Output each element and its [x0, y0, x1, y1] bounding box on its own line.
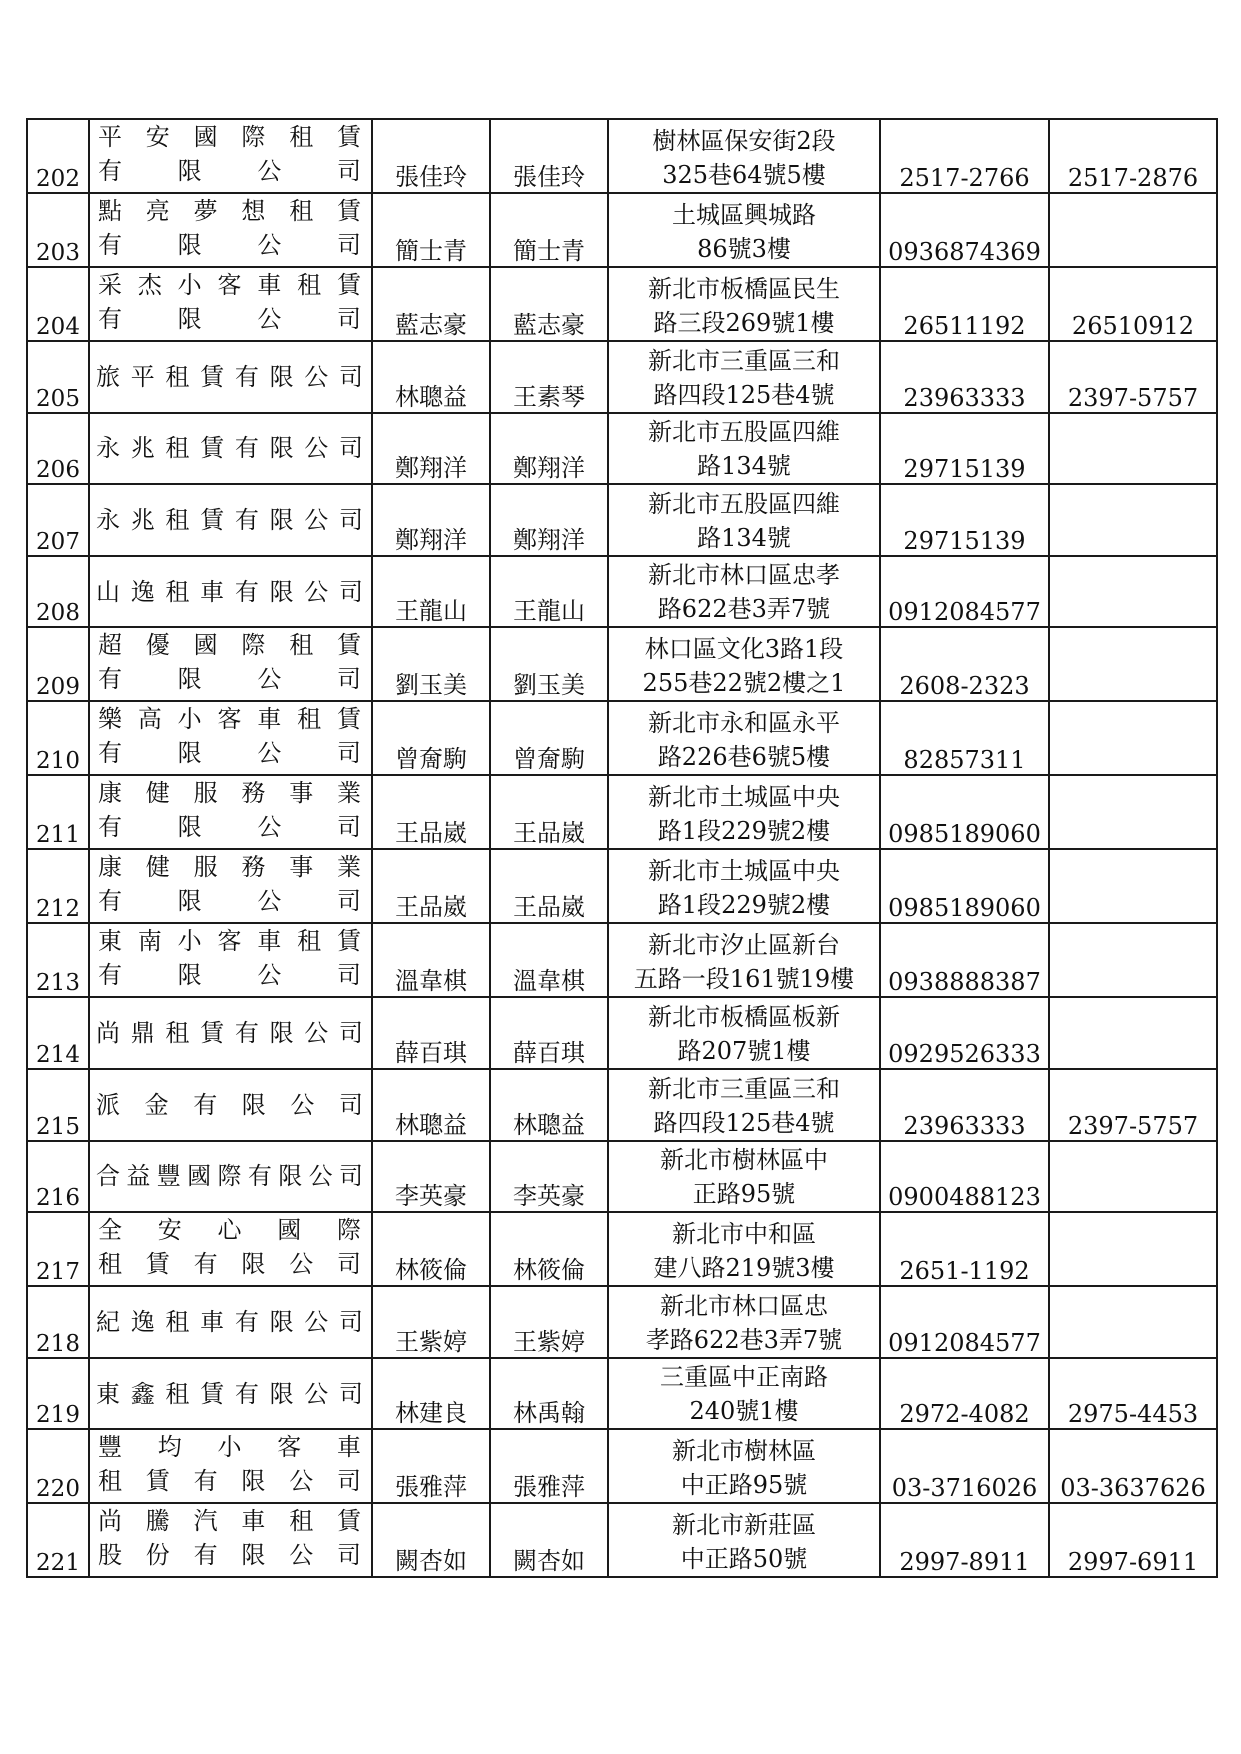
representative-name: 闕杏如	[372, 1503, 490, 1577]
address-line: 新北市土城區中央	[648, 783, 840, 812]
company-name	[90, 776, 371, 848]
representative-name: 鄭翔洋	[372, 413, 490, 485]
phone-number: 0985189060	[880, 775, 1049, 849]
row-number: 204	[27, 267, 89, 341]
representative-name: 林建良	[372, 1358, 490, 1430]
manager-name: 林聰益	[490, 1069, 608, 1141]
manager-name: 鄭翔洋	[490, 413, 608, 485]
address-cell	[608, 1212, 880, 1286]
address-line: 正路95號	[692, 1180, 796, 1209]
address-line: 三重區中正南路	[660, 1363, 828, 1392]
address-line: 新北市樹林區中	[660, 1146, 828, 1175]
phone-number: 03-3716026	[880, 1429, 1049, 1503]
address-line: 新北市汐止區新台	[648, 931, 840, 960]
row-number: 216	[27, 1141, 89, 1213]
address-line: 新北市板橋區民生	[648, 275, 840, 303]
manager-name: 劉玉美	[490, 627, 608, 701]
address-cell	[608, 1141, 880, 1213]
company-name-line: 紀逸租車有限公司	[96, 1307, 365, 1336]
manager-name: 王紫婷	[490, 1286, 608, 1358]
address-line: 路1段229號2樓	[657, 817, 831, 846]
phone-number: 2997-8911	[880, 1503, 1049, 1577]
company-name-cell	[89, 341, 372, 413]
manager-name: 王素琴	[490, 341, 608, 413]
address-line: 中正路50號	[680, 1545, 808, 1574]
table-row	[27, 413, 1217, 485]
address-cell	[608, 1286, 880, 1358]
row-number: 206	[27, 413, 89, 485]
fax-number: 2517-2876	[1049, 119, 1217, 193]
company-name	[90, 628, 371, 700]
representative-name: 林聰益	[372, 1069, 490, 1141]
company-name	[90, 702, 371, 774]
address-cell	[608, 627, 880, 701]
address-line: 孝路622巷3弄7號	[645, 1325, 843, 1354]
company-name-line: 樂高小客車租賃	[98, 705, 363, 734]
address-line: 新北市五股區四維	[648, 489, 840, 518]
company-name	[90, 1504, 371, 1576]
address-line: 新北市土城區中央	[648, 857, 840, 886]
manager-name: 曾奝駒	[490, 701, 608, 775]
address-line: 新北市板橋區板新	[648, 1002, 840, 1031]
address-cell	[608, 484, 880, 556]
table-row	[27, 1429, 1217, 1503]
table-row	[27, 193, 1217, 267]
company-name-cell	[89, 1286, 372, 1358]
manager-name: 張雅萍	[490, 1429, 608, 1503]
phone-number: 26511192	[880, 267, 1049, 341]
address-cell	[608, 997, 880, 1069]
representative-name: 劉玉美	[372, 627, 490, 701]
representative-name: 鄭翔洋	[372, 484, 490, 556]
manager-name: 張佳玲	[490, 119, 608, 193]
table-row	[27, 1358, 1217, 1430]
row-number: 205	[27, 341, 89, 413]
address-line: 土城區興城路	[672, 201, 816, 229]
table-row	[27, 627, 1217, 701]
row-number: 203	[27, 193, 89, 267]
row-number: 213	[27, 923, 89, 997]
representative-name: 王龍山	[372, 556, 490, 628]
address-line: 路207號1樓	[677, 1036, 811, 1065]
company-name-cell	[89, 627, 372, 701]
address-cell	[608, 923, 880, 997]
address-line: 新北市新莊區	[672, 1511, 816, 1540]
company-name-cell	[89, 1212, 372, 1286]
fax-number: 2975-4453	[1049, 1358, 1217, 1430]
table-row	[27, 701, 1217, 775]
company-name	[90, 268, 371, 340]
company-name-line: 平安國際租賃	[98, 123, 363, 151]
representative-name: 薛百琪	[372, 997, 490, 1069]
company-name-line: 全安心國際	[98, 1216, 363, 1245]
row-number: 219	[27, 1358, 89, 1430]
company-name-cell	[89, 413, 372, 485]
company-name-line: 永兆租賃有限公司	[96, 434, 365, 463]
representative-name: 王品崴	[372, 775, 490, 849]
phone-number: 0912084577	[880, 1286, 1049, 1358]
company-name	[90, 1359, 371, 1429]
address-line: 新北市五股區四維	[648, 418, 840, 447]
address-line: 建八路219號3樓	[653, 1254, 835, 1283]
manager-name: 闕杏如	[490, 1503, 608, 1577]
address-line: 325巷64號5樓	[662, 161, 826, 189]
manager-name: 鄭翔洋	[490, 484, 608, 556]
company-name-line: 有限公司	[98, 157, 363, 185]
manager-name: 簡士青	[490, 193, 608, 267]
row-number: 208	[27, 556, 89, 628]
representative-name: 張佳玲	[372, 119, 490, 193]
row-number: 215	[27, 1069, 89, 1141]
company-name-cell	[89, 1358, 372, 1430]
address-line: 路四段125巷4號	[653, 1108, 835, 1137]
company-name-cell	[89, 484, 372, 556]
company-name-line: 康健服務事業	[98, 853, 363, 882]
table-row	[27, 1212, 1217, 1286]
company-name-line: 有限公司	[98, 887, 363, 916]
company-name-cell	[89, 1069, 372, 1141]
company-name-line: 東鑫租賃有限公司	[96, 1379, 365, 1408]
company-name-line: 合益豐國際有限公司	[96, 1162, 365, 1191]
company-name-line: 采杰小客車租賃	[98, 271, 363, 299]
address-cell	[608, 267, 880, 341]
company-name-cell	[89, 1429, 372, 1503]
fax-number	[1049, 1212, 1217, 1286]
address-cell	[608, 849, 880, 923]
fax-number	[1049, 923, 1217, 997]
address-line: 新北市樹林區	[672, 1437, 816, 1466]
company-name	[90, 414, 371, 484]
company-name-cell	[89, 119, 372, 193]
company-name	[90, 342, 371, 412]
address-line: 240號1樓	[689, 1397, 799, 1426]
fax-number: 03-3637626	[1049, 1429, 1217, 1503]
fax-number: 26510912	[1049, 267, 1217, 341]
row-number: 220	[27, 1429, 89, 1503]
address-cell	[608, 701, 880, 775]
fax-number	[1049, 849, 1217, 923]
table-row	[27, 484, 1217, 556]
fax-number	[1049, 1141, 1217, 1213]
phone-number: 0985189060	[880, 849, 1049, 923]
phone-number: 82857311	[880, 701, 1049, 775]
company-name-cell	[89, 775, 372, 849]
phone-number: 23963333	[880, 1069, 1049, 1141]
fax-number	[1049, 193, 1217, 267]
address-line: 中正路95號	[680, 1471, 808, 1500]
company-name	[90, 1213, 371, 1285]
fax-number	[1049, 484, 1217, 556]
phone-number: 0912084577	[880, 556, 1049, 628]
rental-company-table	[26, 118, 1218, 1578]
table-row	[27, 775, 1217, 849]
address-cell	[608, 556, 880, 628]
address-cell	[608, 119, 880, 193]
manager-name: 王品崴	[490, 849, 608, 923]
representative-name: 林聰益	[372, 341, 490, 413]
company-name-line: 租賃有限公司	[98, 1250, 363, 1279]
table-row	[27, 556, 1217, 628]
representative-name: 溫韋棋	[372, 923, 490, 997]
company-name-line: 東南小客車租賃	[98, 927, 363, 956]
company-name-line: 派金有限公司	[96, 1090, 365, 1119]
table-row	[27, 1141, 1217, 1213]
company-name	[90, 557, 371, 627]
fax-number	[1049, 627, 1217, 701]
company-name-line: 有限公司	[98, 813, 363, 842]
address-cell	[608, 1069, 880, 1141]
company-name	[90, 998, 371, 1068]
company-name-line: 有限公司	[98, 305, 363, 333]
manager-name: 溫韋棋	[490, 923, 608, 997]
table-row	[27, 1069, 1217, 1141]
phone-number: 29715139	[880, 484, 1049, 556]
representative-name: 曾奝駒	[372, 701, 490, 775]
table-row	[27, 267, 1217, 341]
company-name-line: 租賃有限公司	[98, 1467, 363, 1496]
address-line: 86號3樓	[697, 235, 791, 263]
address-cell	[608, 193, 880, 267]
phone-number: 0938888387	[880, 923, 1049, 997]
company-name	[90, 1287, 371, 1357]
company-name-cell	[89, 1141, 372, 1213]
row-number: 209	[27, 627, 89, 701]
company-name	[90, 1430, 371, 1502]
table-row	[27, 1286, 1217, 1358]
company-name-line: 旅平租賃有限公司	[96, 362, 365, 391]
company-name-cell	[89, 556, 372, 628]
row-number: 218	[27, 1286, 89, 1358]
company-name	[90, 194, 371, 266]
representative-name: 藍志豪	[372, 267, 490, 341]
address-line: 新北市三重區三和	[648, 1074, 840, 1103]
company-name	[90, 850, 371, 922]
table-row	[27, 341, 1217, 413]
phone-number: 2608-2323	[880, 627, 1049, 701]
company-name-cell	[89, 1503, 372, 1577]
address-cell	[608, 1358, 880, 1430]
phone-number: 2517-2766	[880, 119, 1049, 193]
company-name-line: 點亮夢想租賃	[98, 197, 363, 225]
manager-name: 林筱倫	[490, 1212, 608, 1286]
company-name	[90, 1070, 371, 1140]
fax-number: 2397-5757	[1049, 1069, 1217, 1141]
address-line: 樹林區保安街2段	[652, 127, 836, 155]
address-line: 五路一段161號19樓	[633, 965, 855, 994]
company-name-cell	[89, 849, 372, 923]
fax-number	[1049, 701, 1217, 775]
fax-number: 2397-5757	[1049, 341, 1217, 413]
phone-number: 2651-1192	[880, 1212, 1049, 1286]
address-line: 林口區文化3路1段	[644, 635, 844, 664]
company-name-line: 尚鼎租賃有限公司	[96, 1019, 365, 1048]
fax-number: 2997-6911	[1049, 1503, 1217, 1577]
manager-name: 藍志豪	[490, 267, 608, 341]
company-name-line: 超優國際租賃	[98, 631, 363, 660]
fax-number	[1049, 775, 1217, 849]
address-cell	[608, 413, 880, 485]
table-row	[27, 997, 1217, 1069]
company-name-line: 有限公司	[98, 665, 363, 694]
company-name-line: 永兆租賃有限公司	[96, 505, 365, 534]
row-number: 211	[27, 775, 89, 849]
table-row	[27, 923, 1217, 997]
company-name-cell	[89, 267, 372, 341]
representative-name: 王品崴	[372, 849, 490, 923]
address-line: 路134號	[697, 523, 791, 552]
company-name-line: 有限公司	[98, 231, 363, 259]
phone-number: 29715139	[880, 413, 1049, 485]
fax-number	[1049, 1286, 1217, 1358]
manager-name: 王品崴	[490, 775, 608, 849]
company-name-line: 山逸租車有限公司	[96, 577, 365, 606]
row-number: 212	[27, 849, 89, 923]
address-line: 新北市三重區三和	[648, 346, 840, 375]
company-name-cell	[89, 701, 372, 775]
phone-number: 2972-4082	[880, 1358, 1049, 1430]
address-line: 新北市林口區忠孝	[648, 561, 840, 590]
company-name-line: 有限公司	[98, 961, 363, 990]
company-name-cell	[89, 193, 372, 267]
address-line: 路1段229號2樓	[657, 891, 831, 920]
row-number: 214	[27, 997, 89, 1069]
phone-number: 0900488123	[880, 1141, 1049, 1213]
representative-name: 李英豪	[372, 1141, 490, 1213]
fax-number	[1049, 997, 1217, 1069]
table-row	[27, 119, 1217, 193]
address-line: 新北市中和區	[672, 1220, 816, 1249]
address-line: 路134號	[697, 452, 791, 481]
company-name-line: 豐均小客車	[98, 1433, 363, 1462]
phone-number: 0929526333	[880, 997, 1049, 1069]
row-number: 221	[27, 1503, 89, 1577]
company-name-line: 有限公司	[98, 739, 363, 768]
table-row	[27, 849, 1217, 923]
representative-name: 王紫婷	[372, 1286, 490, 1358]
representative-name: 林筱倫	[372, 1212, 490, 1286]
manager-name: 王龍山	[490, 556, 608, 628]
table-row	[27, 1503, 1217, 1577]
company-name	[90, 485, 371, 555]
row-number: 207	[27, 484, 89, 556]
row-number: 202	[27, 119, 89, 193]
address-cell	[608, 1429, 880, 1503]
address-cell	[608, 1503, 880, 1577]
address-line: 255巷22號2樓之1	[642, 669, 846, 698]
row-number: 210	[27, 701, 89, 775]
company-name-line: 康健服務事業	[98, 779, 363, 808]
company-name	[90, 924, 371, 996]
manager-name: 薛百琪	[490, 997, 608, 1069]
company-name-line: 尚騰汽車租賃	[98, 1507, 363, 1536]
manager-name: 李英豪	[490, 1141, 608, 1213]
company-name-line: 股份有限公司	[98, 1541, 363, 1570]
representative-name: 簡士青	[372, 193, 490, 267]
address-line: 新北市林口區忠	[660, 1291, 828, 1320]
address-line: 新北市永和區永平	[648, 709, 840, 738]
fax-number	[1049, 413, 1217, 485]
company-name	[90, 120, 371, 192]
row-number: 217	[27, 1212, 89, 1286]
fax-number	[1049, 556, 1217, 628]
address-line: 路四段125巷4號	[653, 380, 835, 409]
address-cell	[608, 341, 880, 413]
company-name-cell	[89, 923, 372, 997]
phone-number: 23963333	[880, 341, 1049, 413]
address-line: 路226巷6號5樓	[657, 743, 831, 772]
address-line: 路三段269號1樓	[653, 309, 835, 337]
address-cell	[608, 775, 880, 849]
manager-name: 林禹翰	[490, 1358, 608, 1430]
company-name	[90, 1142, 371, 1212]
representative-name: 張雅萍	[372, 1429, 490, 1503]
company-name-cell	[89, 997, 372, 1069]
address-line: 路622巷3弄7號	[657, 595, 831, 624]
phone-number: 0936874369	[880, 193, 1049, 267]
table-body	[27, 119, 1217, 1577]
